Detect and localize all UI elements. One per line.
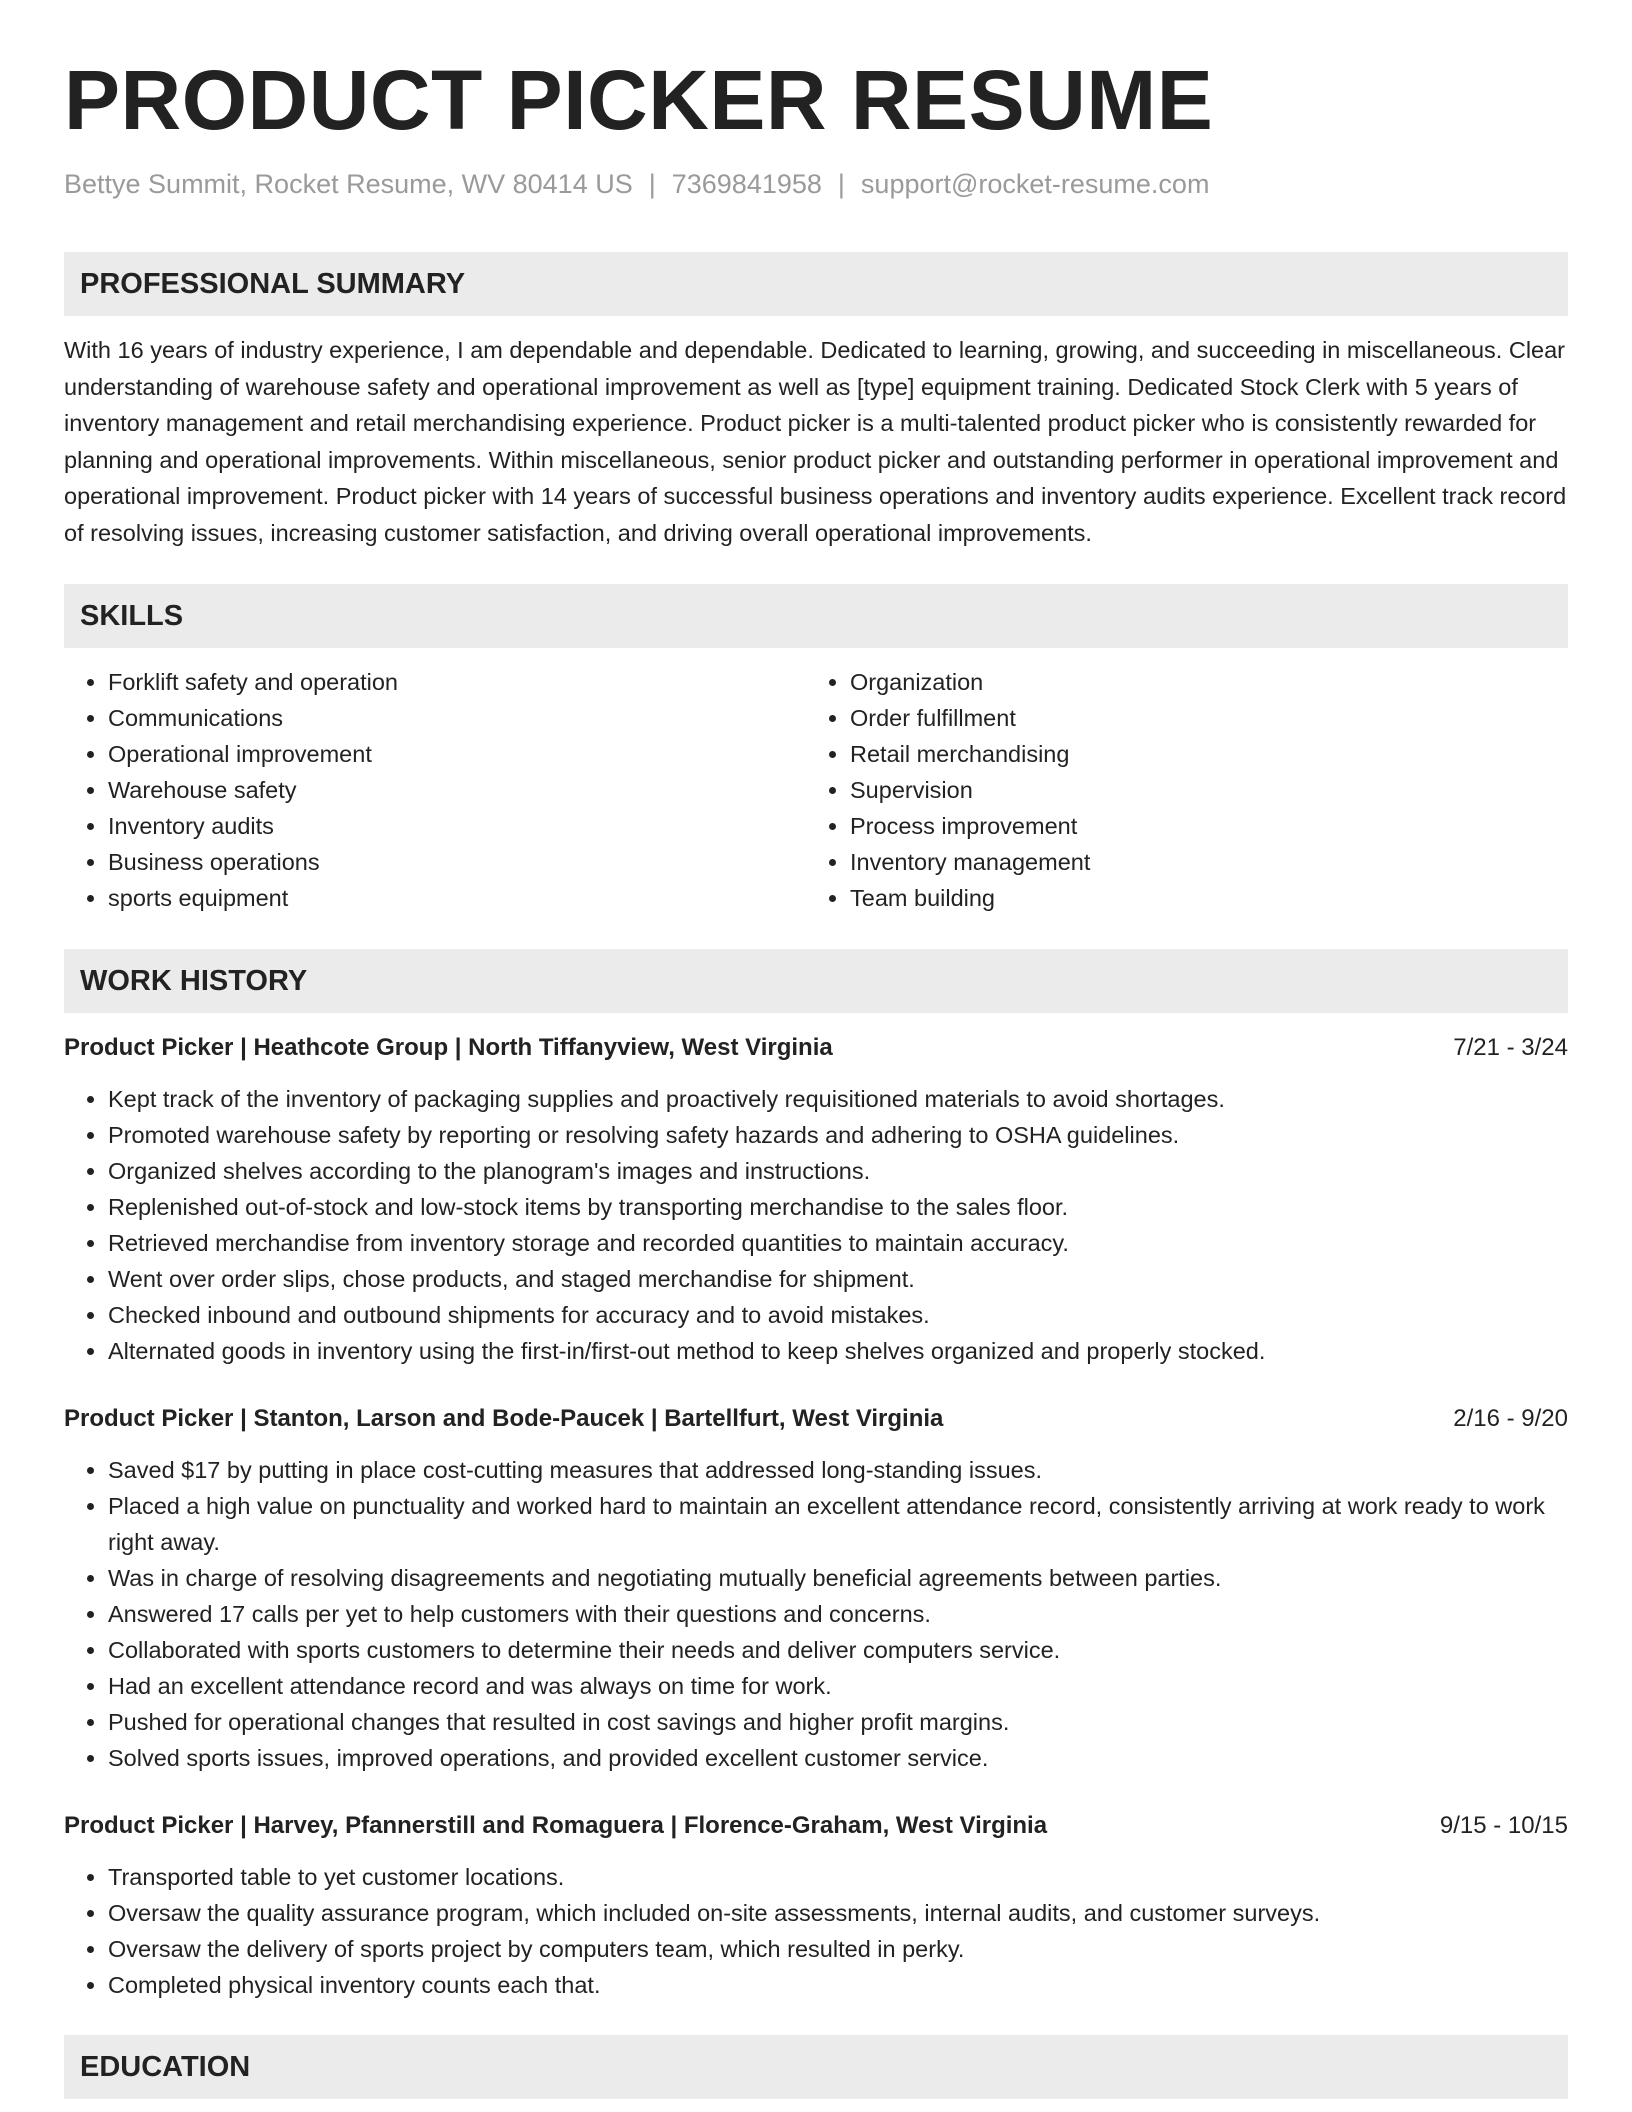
resume-title: PRODUCT PICKER RESUME: [64, 53, 1214, 147]
section-heading-skills: SKILLS: [64, 584, 1568, 648]
job-dates: 9/15 - 10/15: [1439, 1812, 1568, 1840]
job-bullet: • Alternated goods in inventory using the first-in/first-out method to keep shelves organized and properly stocked.: [108, 1333, 1568, 1369]
skill-item: • Order fulfillment: [850, 700, 1548, 736]
section-heading-work-history: WORK HISTORY: [64, 949, 1568, 1013]
job-bullets: [64, 1081, 1568, 1369]
skill-item: • Supervision: [850, 772, 1548, 808]
job-bullet: • Oversaw the delivery of sports project by computers team, which resulted in perky.: [108, 1931, 1568, 1967]
job-dates: 2/16 - 9/20: [1453, 1405, 1568, 1433]
contact-line: [64, 168, 1568, 200]
job-header: [64, 1402, 1568, 1436]
job-bullet: • Pushed for operational changes that resulted in cost savings and higher profit margins.: [108, 1704, 1568, 1740]
skill-item: • Forklift safety and operation: [108, 664, 806, 700]
job-entry: [64, 1031, 1568, 1369]
job-bullet: • Kept track of the inventory of packaging supplies and proactively requisitioned materials to avoid shortages.: [108, 1081, 1568, 1117]
job-bullet: • Organized shelves according to the planogram's images and instructions.: [108, 1153, 1568, 1189]
job-bullet: • Placed a high value on punctuality and worked hard to maintain an excellent attendance record, consistently arriving at work ready to work right away.: [108, 1488, 1568, 1560]
skill-item: • Process improvement: [850, 808, 1548, 844]
job-bullet: • Transported table to yet customer locations.: [108, 1859, 1568, 1895]
job-bullet: • Promoted warehouse safety by reporting or resolving safety hazards and adhering to OSHA guidelines.: [108, 1117, 1568, 1153]
contact-separator: |: [837, 169, 845, 199]
job-dates: 7/21 - 3/24: [1453, 1034, 1568, 1062]
job-entry: [64, 1809, 1568, 2003]
job-bullet: • Had an excellent attendance record and was always on time for work.: [108, 1668, 1568, 1704]
contact-email: support@rocket-resume.com: [860, 169, 1210, 199]
skill-item: • Inventory audits: [108, 808, 806, 844]
skills-column-left: [64, 664, 806, 916]
job-bullets: [64, 1859, 1568, 2003]
job-bullet: • Oversaw the quality assurance program, which included on-site assessments, internal audits, and customer surveys.: [108, 1895, 1568, 1931]
job-bullet: • Checked inbound and outbound shipments for accuracy and to avoid mistakes.: [108, 1297, 1568, 1333]
job-bullet: • Was in charge of resolving disagreements and negotiating mutually beneficial agreements between parties.: [108, 1560, 1568, 1596]
skill-item: • Retail merchandising: [850, 736, 1548, 772]
job-bullet: • Solved sports issues, improved operations, and provided excellent customer service.: [108, 1740, 1568, 1776]
skill-item: • sports equipment: [108, 880, 806, 916]
job-bullet: • Retrieved merchandise from inventory storage and recorded quantities to maintain accuracy.: [108, 1225, 1568, 1261]
job-bullets: [64, 1452, 1568, 1776]
job-bullet: • Went over order slips, chose products, and staged merchandise for shipment.: [108, 1261, 1568, 1297]
skill-item: • Warehouse safety: [108, 772, 806, 808]
section-heading-summary: PROFESSIONAL SUMMARY: [64, 252, 1568, 316]
skill-item: • Team building: [850, 880, 1548, 916]
job-header: [64, 1031, 1568, 1065]
job-bullet: • Saved $17 by putting in place cost-cutting measures that addressed long-standing issues.: [108, 1452, 1568, 1488]
job-header: [64, 1809, 1568, 1843]
skill-item: • Organization: [850, 664, 1548, 700]
contact-phone: 7369841958: [671, 169, 822, 199]
job-title: Product Picker | Harvey, Pfannerstill and Romaguera | Florence-Graham, West Virginia: [64, 1812, 1048, 1840]
skill-item: • Operational improvement: [108, 736, 806, 772]
job-bullet: • Replenished out-of-stock and low-stock items by transporting merchandise to the sales floor.: [108, 1189, 1568, 1225]
skill-item: • Inventory management: [850, 844, 1548, 880]
skills-list: [64, 664, 1568, 916]
skills-column-right: [806, 664, 1548, 916]
section-heading-education: EDUCATION: [64, 2035, 1568, 2099]
contact-address: Bettye Summit, Rocket Resume, WV 80414 US: [64, 169, 633, 199]
job-bullet: • Completed physical inventory counts each that.: [108, 1967, 1568, 2003]
skill-item: • Communications: [108, 700, 806, 736]
contact-separator: |: [648, 169, 656, 199]
job-title: Product Picker | Stanton, Larson and Bode-Paucek | Bartellfurt, West Virginia: [64, 1405, 944, 1433]
job-bullet: • Collaborated with sports customers to determine their needs and deliver computers service.: [108, 1632, 1568, 1668]
job-bullet: • Answered 17 calls per yet to help customers with their questions and concerns.: [108, 1596, 1568, 1632]
skill-item: • Business operations: [108, 844, 806, 880]
job-title: Product Picker | Heathcote Group | North Tiffanyview, West Virginia: [64, 1034, 833, 1062]
summary-text: With 16 years of industry experience, I am dependable and dependable. Dedicated to learning, growing, and succeeding in miscellaneous. Clear understanding of warehouse safety and operational improvement as well as [type] equipment training. Dedicated Stock Clerk with 5 years of inventory management and retail merchandising experience. Product picker is a multi-talented product picker who is consistently rewarded for planning and operational improvements. Within miscellaneous, senior product picker and outstanding performer in operational improvement and operational improvement. Product picker with 14 years of successful business operations and inventory audits experience. Excellent track record of resolving issues, increasing customer satisfaction, and driving overall operational improvements.: [64, 337, 1567, 546]
job-entry: [64, 1402, 1568, 1776]
